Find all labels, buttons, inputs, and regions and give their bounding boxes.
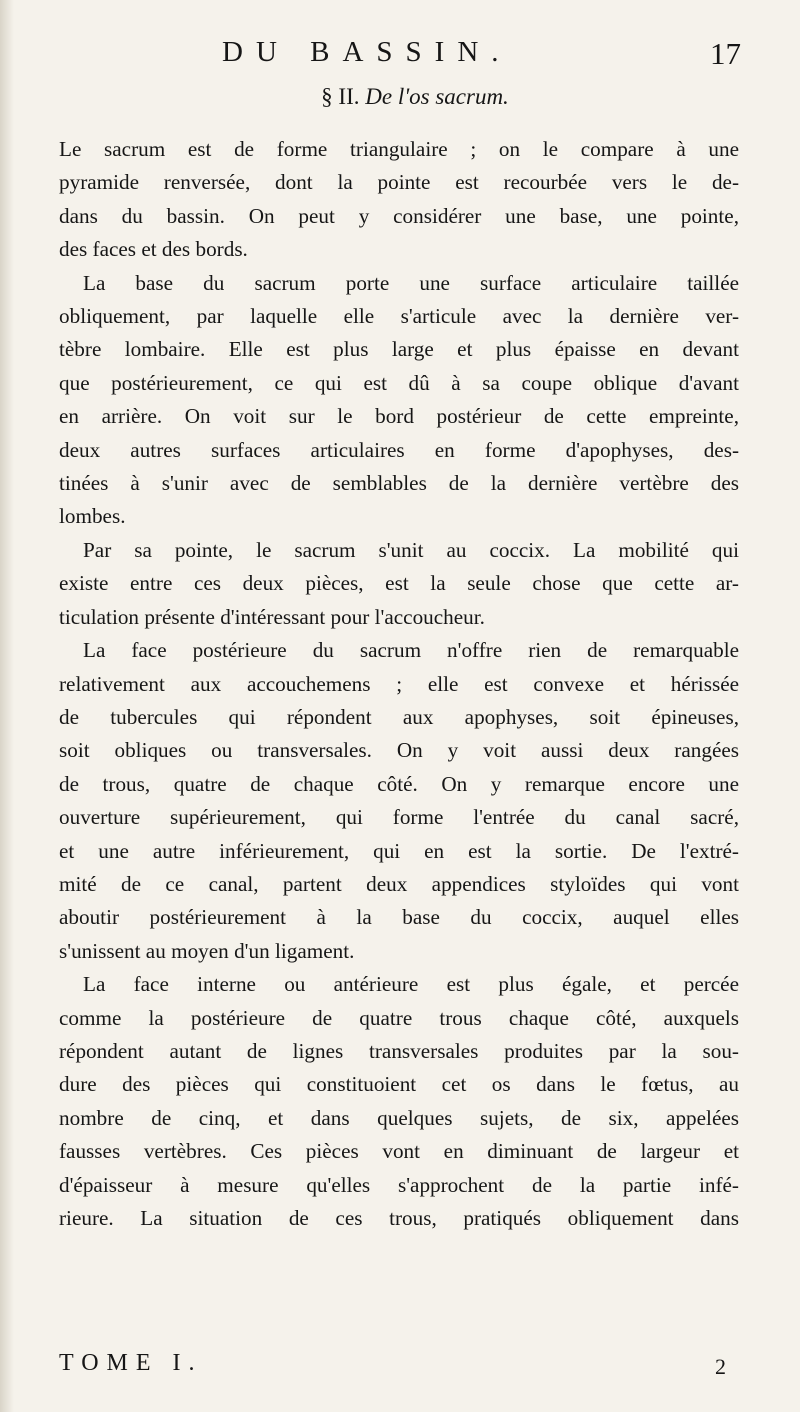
text-line: comme la postérieure de quatre trous chaque côté, auxquels xyxy=(59,1005,739,1030)
paragraph xyxy=(59,534,739,634)
text-line: répondent autant de lignes transversales produites par la sou- xyxy=(59,1038,739,1063)
page-gutter-shadow xyxy=(0,0,14,1412)
text-line: La base du sacrum porte une surface articulaire taillée xyxy=(83,270,739,295)
text-line: mité de ce canal, partent deux appendices styloïdes qui vont xyxy=(59,871,739,896)
body-text xyxy=(59,133,739,1235)
text-line: s'unissent au moyen d'un ligament. xyxy=(59,938,355,963)
section-number: § II. xyxy=(321,84,360,109)
text-line: ticulation présente d'intéressant pour l'accoucheur. xyxy=(59,604,485,629)
text-line: d'épaisseur à mesure qu'elles s'approchent de la partie infé- xyxy=(59,1172,739,1197)
paragraph xyxy=(59,968,739,1235)
text-line: soit obliques ou transversales. On y voit aussi deux rangées xyxy=(59,738,739,763)
signature-mark: 2 xyxy=(715,1354,726,1379)
text-line: dure des pièces qui constituoient cet os dans le fœtus, au xyxy=(59,1072,739,1097)
text-line: de trous, quatre de chaque côté. On y remarque encore une xyxy=(59,771,739,796)
text-line: et une autre inférieurement, qui en est la sortie. De l'extré- xyxy=(59,838,739,863)
section-title: De l'os sacrum. xyxy=(365,84,509,109)
text-line: dans du bassin. On peut y considérer une base, une pointe, xyxy=(59,203,739,228)
text-line: fausses vertèbres. Ces pièces vont en diminuant de largeur et xyxy=(59,1139,739,1164)
text-line: ouverture supérieurement, qui forme l'entrée du canal sacré, xyxy=(59,805,739,830)
text-line: obliquement, par laquelle elle s'articule avec la dernière ver- xyxy=(59,304,739,329)
signature-line xyxy=(59,1350,739,1386)
text-line: tèbre lombaire. Elle est plus large et plus épaisse en devant xyxy=(59,337,739,362)
text-line: Le sacrum est de forme triangulaire ; on le compare à une xyxy=(59,137,739,161)
text-line: des faces et des bords. xyxy=(59,237,248,262)
page-number: 17 xyxy=(710,36,741,71)
text-line: rieure. La situation de ces trous, pratiqués obliquement dans xyxy=(59,1206,739,1230)
running-head xyxy=(0,36,800,76)
text-line: existe entre ces deux pièces, est la seule chose que cette ar- xyxy=(59,571,739,596)
text-line: tinées à s'unir avec de semblables de la dernière vertèbre des xyxy=(59,471,739,496)
text-line: deux autres surfaces articulaires en forme d'apophyses, des- xyxy=(59,437,739,462)
paragraph xyxy=(59,267,739,534)
section-heading xyxy=(0,84,800,110)
running-title: DU BASSIN. xyxy=(222,36,512,68)
paragraph xyxy=(59,133,739,267)
text-line: La face postérieure du sacrum n'offre rien de remarquable xyxy=(83,638,739,663)
paragraph xyxy=(59,634,739,968)
text-line: relativement aux accouchemens ; elle est convexe et hérissée xyxy=(59,671,739,696)
text-line: pyramide renversée, dont la pointe est recourbée vers le de- xyxy=(59,170,739,195)
text-line: de tubercules qui répondent aux apophyses, soit épineuses, xyxy=(59,704,739,729)
text-line: nombre de cinq, et dans quelques sujets, de six, appelées xyxy=(59,1105,739,1130)
text-line: La face interne ou antérieure est plus égale, et percée xyxy=(83,972,739,997)
text-line: Par sa pointe, le sacrum s'unit au coccix. La mobilité qui xyxy=(83,537,739,562)
tome-label: TOME I. xyxy=(59,1350,203,1376)
text-line: que postérieurement, ce qui est dû à sa coupe oblique d'avant xyxy=(59,370,739,395)
text-line: aboutir postérieurement à la base du coccix, auquel elles xyxy=(59,905,739,930)
text-line: en arrière. On voit sur le bord postérieur de cette empreinte, xyxy=(59,404,739,429)
text-line: lombes. xyxy=(59,504,126,529)
